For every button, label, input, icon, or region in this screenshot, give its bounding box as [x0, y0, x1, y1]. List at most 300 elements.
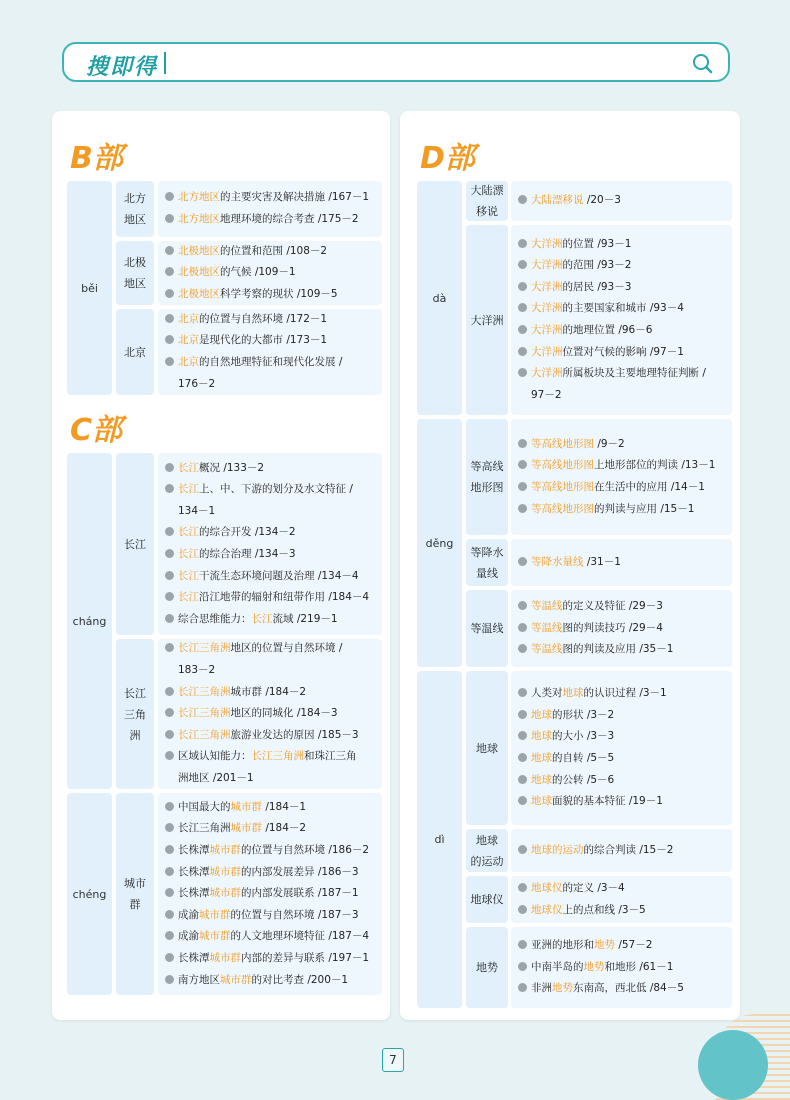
index-entry	[165, 187, 369, 209]
entry-text: 的综合判读 /15－2	[583, 843, 674, 856]
entry-keyword: 地球的运动	[531, 843, 584, 856]
entry-text: 的位置与自然环境 /172－1	[199, 312, 328, 325]
entry-keyword: 地球	[531, 730, 552, 743]
entry-continued: 183－2	[178, 664, 216, 676]
sub-label-text	[471, 830, 504, 872]
bullet-icon	[165, 802, 174, 811]
index-entry	[518, 552, 621, 574]
entry-text: 东南高，西北低 /84－5	[573, 982, 684, 995]
index-entry	[518, 726, 614, 748]
sub-label-text	[471, 889, 504, 910]
entry-keyword: 长江	[178, 548, 199, 560]
bullet-icon	[165, 867, 174, 876]
entry-keyword: 地球	[531, 752, 552, 764]
entry-prefix: 成渝	[178, 930, 199, 943]
search-icon[interactable]	[690, 51, 714, 75]
bullet-icon	[165, 910, 174, 919]
index-entry	[165, 638, 342, 660]
entry-text: /57－2	[615, 939, 653, 952]
entry-keyword: 长江	[178, 483, 199, 496]
sub-label-line: 的运动	[470, 854, 504, 868]
entry-text: 和珠江三角	[304, 750, 357, 763]
entry-text: 的认识过程 /3－1	[583, 687, 667, 700]
entry-prefix: 非洲	[531, 982, 552, 995]
entry-keyword: 长江三角洲	[178, 728, 231, 741]
index-entry	[518, 596, 663, 618]
index-entry	[518, 320, 652, 342]
index-entry	[165, 330, 327, 352]
entry-keyword: 地球	[531, 773, 552, 786]
index-entry	[165, 746, 357, 768]
index-entry	[165, 862, 359, 884]
index-entry	[518, 499, 694, 521]
bullet-icon	[165, 267, 174, 276]
entry-keyword: 地球	[531, 708, 552, 721]
entry-keyword: 城市群	[230, 800, 262, 813]
entry-keyword: 等高线地形图	[531, 481, 594, 493]
bullet-icon	[518, 325, 527, 334]
sub-label	[116, 309, 154, 395]
index-entry	[518, 434, 625, 456]
entry-keyword: 北京	[178, 312, 199, 325]
bullet-icon	[165, 643, 174, 652]
sub-label-line: 城市	[124, 877, 146, 890]
index-entry	[165, 479, 353, 501]
index-entry	[165, 522, 296, 544]
bullet-icon	[165, 246, 174, 255]
sub-label-text	[124, 534, 146, 555]
entry-prefix: 长株潭	[178, 844, 210, 856]
bullet-icon	[165, 708, 174, 717]
entry-text: 旅游业发达的原因 /185－3	[230, 728, 359, 741]
entry-text: 的自转 /5－5	[552, 752, 615, 764]
entry-text: /20－3	[583, 194, 621, 207]
entry-keyword: 长江三角洲	[178, 707, 231, 720]
entry-keyword: 长江三角洲	[178, 642, 231, 655]
index-entry	[165, 241, 327, 263]
entry-keyword: 等温线	[531, 643, 563, 656]
index-entry	[165, 352, 342, 374]
bullet-icon	[518, 883, 527, 892]
entry-keyword: 地势	[594, 939, 615, 952]
entry-text: 的气候 /109－1	[220, 266, 296, 279]
index-entry	[165, 818, 306, 840]
bullet-icon	[518, 644, 527, 653]
index-entry	[518, 298, 684, 320]
entry-prefix: 成渝	[178, 908, 199, 921]
entry-prefix: 人类对	[531, 687, 563, 700]
entry-text: 的人文地理环境特征 /187－4	[230, 930, 370, 943]
index-entry	[165, 768, 254, 790]
entry-keyword: 地势	[583, 960, 605, 973]
bullet-icon	[518, 796, 527, 805]
entry-text: 的自然地理特征和现代化发展 /	[199, 356, 343, 368]
sub-label-line: 量线	[476, 566, 498, 580]
sub-label-text	[471, 310, 504, 331]
sub-label	[466, 829, 508, 872]
bullet-icon	[518, 940, 527, 949]
pinyin-cheng: chéng	[67, 793, 112, 995]
entry-text: 的位置 /93－1	[562, 237, 632, 250]
index-entry	[165, 566, 359, 588]
bullet-icon	[165, 571, 174, 580]
entry-text: /184－2	[262, 822, 307, 835]
bullet-icon	[165, 614, 174, 623]
entry-prefix: 中南半岛的	[531, 960, 584, 973]
entry-text: 的位置和范围 /108－2	[220, 244, 328, 257]
sub-label-line: 大洋洲	[470, 313, 504, 327]
index-entry	[165, 725, 359, 747]
bullet-icon	[518, 303, 527, 312]
sub-label-line: 地区	[124, 213, 146, 226]
bullet-icon	[518, 260, 527, 269]
index-entry	[518, 900, 646, 922]
index-entry	[165, 970, 348, 992]
entry-keyword: 城市群	[209, 952, 241, 964]
entry-text: 的综合治理 /134－3	[199, 548, 296, 560]
index-entry	[518, 190, 621, 212]
pinyin-deng: děng	[417, 419, 462, 667]
index-entry	[165, 660, 215, 682]
entry-text: 干流生态环境问题及治理 /134－4	[199, 569, 359, 582]
index-entry	[518, 277, 631, 299]
entry-text: 的公转 /5－6	[552, 773, 615, 786]
entry-text: 流域 /219－1	[272, 612, 338, 625]
entry-text: 的位置与自然环境 /187－3	[230, 908, 359, 921]
index-entry	[518, 234, 631, 256]
index-entry	[165, 374, 215, 396]
entry-keyword: 长江三角洲	[251, 750, 304, 763]
index-entry	[165, 209, 359, 231]
entry-text: /31－1	[583, 555, 621, 568]
entry-keyword: 地球仪	[531, 903, 563, 916]
entry-keyword: 城市群	[230, 822, 262, 835]
bullet-icon	[518, 368, 527, 377]
entry-keyword: 等高线地形图	[531, 502, 594, 515]
entry-text: 的内部发展联系 /187－1	[241, 887, 359, 900]
entry-text: 的位置与自然环境 /186－2	[241, 844, 370, 856]
entry-text: 的定义及特征 /29－3	[562, 600, 663, 613]
sub-label-line: 长江	[124, 686, 146, 700]
entry-keyword: 北极地区	[178, 266, 220, 279]
entry-continued: 97－2	[531, 388, 562, 401]
entry-prefix: 长江三角洲	[178, 822, 231, 835]
index-entry	[165, 703, 338, 725]
bullet-icon	[165, 357, 174, 366]
bullet-icon	[518, 845, 527, 854]
bullet-icon	[165, 931, 174, 940]
index-entry	[165, 883, 359, 905]
entry-keyword: 大洋洲	[531, 345, 563, 358]
index-entry	[518, 255, 631, 277]
entry-text: 的大小 /3－3	[552, 730, 615, 743]
index-entry	[165, 544, 296, 566]
page-number: 7	[382, 1048, 404, 1072]
entry-keyword: 城市群	[220, 973, 252, 986]
index-entry	[518, 978, 684, 1000]
sub-label	[116, 241, 154, 305]
index-entry	[165, 501, 215, 523]
entry-prefix: 长株潭	[178, 952, 210, 964]
bullet-icon	[165, 751, 174, 760]
entry-text: 的判读与应用 /15－1	[594, 502, 695, 515]
sub-label-text	[471, 618, 504, 639]
entry-continued: 洲地区 /201－1	[178, 772, 254, 784]
bullet-icon	[165, 549, 174, 558]
sub-label-text	[471, 456, 504, 498]
entry-keyword: 北方地区	[178, 191, 220, 204]
entry-text: 在生活中的应用 /14－1	[594, 481, 705, 493]
index-entry	[518, 683, 667, 705]
sub-label	[116, 639, 154, 789]
entry-text: 的居民 /93－3	[562, 280, 632, 293]
index-entry	[165, 284, 338, 306]
bullet-icon	[165, 335, 174, 344]
entry-text: 的主要灾害及解决措施 /167－1	[220, 191, 370, 204]
sub-label-line: 洲	[129, 728, 141, 742]
section-heading-b: B部	[70, 141, 123, 176]
entry-text: 地区的位置与自然环境 /	[230, 642, 343, 655]
bullet-icon	[165, 192, 174, 201]
index-entry	[165, 262, 296, 284]
entry-keyword: 等温线	[531, 621, 563, 634]
entry-keyword: 大洋洲	[531, 259, 563, 272]
index-entry	[518, 705, 614, 727]
entry-text: 面貌的基本特征 /19－1	[552, 795, 663, 808]
sub-label-text	[476, 738, 498, 759]
entry-text: 和地形 /61－1	[604, 960, 674, 973]
bullet-icon	[518, 753, 527, 762]
index-entry	[518, 639, 673, 661]
entry-keyword: 地球	[562, 687, 584, 700]
sub-label	[466, 419, 508, 535]
sub-label	[466, 876, 508, 923]
bullet-icon	[165, 888, 174, 897]
index-entry	[518, 363, 706, 385]
entry-text: 是现代化的大都市 /173－1	[199, 334, 328, 347]
index-entry	[165, 840, 369, 862]
sub-label-line: 三角	[124, 707, 146, 721]
bullet-icon	[518, 962, 527, 971]
bullet-icon	[518, 195, 527, 204]
bullet-icon	[165, 730, 174, 739]
entry-text: 城市群 /184－2	[230, 685, 307, 698]
sub-label-text	[124, 188, 146, 230]
bullet-icon	[165, 592, 174, 601]
sub-label-text	[471, 542, 504, 584]
entry-keyword: 长江	[251, 612, 273, 625]
entry-text: 科学考察的现状 /109－5	[220, 287, 338, 300]
index-entry	[518, 957, 673, 979]
index-entry	[518, 935, 652, 957]
sub-label-text	[476, 957, 498, 978]
entry-text: 图的判读技巧 /29－4	[562, 621, 663, 634]
bullet-icon	[518, 623, 527, 632]
bullet-icon	[518, 460, 527, 469]
entry-prefix: 亚洲的地形和	[531, 939, 594, 952]
index-entry	[518, 455, 715, 477]
index-entry	[165, 309, 327, 331]
bullet-icon	[518, 710, 527, 719]
entry-keyword: 地势	[552, 982, 573, 995]
entry-prefix: 综合思维能力：	[178, 612, 252, 625]
pinyin-chang: cháng	[67, 453, 112, 789]
bullet-icon	[165, 953, 174, 962]
bullet-icon	[518, 601, 527, 610]
index-entry	[518, 791, 663, 813]
entry-text: 图的判读及应用 /35－1	[562, 643, 674, 656]
bullet-icon	[165, 289, 174, 298]
bullet-icon	[518, 688, 527, 697]
bullet-icon	[165, 463, 174, 472]
sub-label	[466, 539, 508, 586]
sub-label-line: 等高线	[470, 460, 504, 473]
bullet-icon	[165, 975, 174, 984]
entry-text: 上的点和线 /3－5	[562, 903, 646, 916]
entry-keyword: 长江三角洲	[178, 685, 231, 698]
bullet-icon	[165, 845, 174, 854]
index-entry	[165, 948, 369, 970]
index-entry	[518, 878, 625, 900]
index-entry	[518, 385, 562, 407]
bullet-icon	[518, 731, 527, 740]
entry-text: 的综合开发 /134－2	[199, 526, 296, 539]
entry-keyword: 长江	[178, 591, 199, 604]
sub-label	[466, 927, 508, 1008]
entry-prefix: 长株潭	[178, 887, 210, 900]
bullet-icon	[518, 282, 527, 291]
entry-keyword: 大洋洲	[531, 302, 563, 315]
index-entry	[165, 587, 369, 609]
bullet-icon	[165, 484, 174, 493]
bullet-icon	[518, 347, 527, 356]
entry-text: 沿江地带的辐射和纽带作用 /184－4	[199, 591, 370, 604]
entry-keyword: 大洋洲	[531, 280, 563, 293]
bullet-icon	[518, 439, 527, 448]
sub-label-line: 地球仪	[470, 893, 504, 906]
index-entry	[518, 840, 673, 862]
entry-prefix: 中国最大的	[178, 800, 231, 813]
entry-keyword: 城市群	[199, 930, 231, 943]
sub-label-line: 等降水	[470, 545, 504, 559]
entry-text: 的内部发展差异 /186－3	[241, 865, 359, 878]
entry-text: 上、中、下游的划分及水文特征 /	[199, 483, 353, 496]
section-heading-d: D部	[420, 141, 475, 176]
sub-label-text	[471, 180, 504, 222]
entry-text: 的对比考查 /200－1	[251, 973, 349, 986]
sub-label	[466, 590, 508, 667]
sub-label-line: 大陆漂	[470, 184, 504, 197]
entry-keyword: 大洋洲	[531, 324, 563, 336]
entry-keyword: 地球仪	[531, 881, 563, 894]
entry-keyword: 北极地区	[178, 287, 220, 300]
entry-text: 的主要国家和城市 /93－4	[562, 302, 684, 315]
sub-label	[466, 225, 508, 415]
index-entry	[165, 458, 264, 480]
sub-label-text	[124, 683, 146, 746]
entry-text: 概况 /133－2	[199, 461, 265, 474]
bullet-icon	[165, 687, 174, 696]
header-title: 搜即得	[86, 55, 159, 80]
sub-label-line: 地形图	[470, 481, 504, 494]
sub-label	[466, 671, 508, 825]
entry-text: 所属板块及主要地理特征判断 /	[562, 367, 706, 380]
bullet-icon	[518, 239, 527, 248]
index-entry	[518, 770, 614, 792]
entry-continued: 134－1	[178, 504, 216, 517]
sub-label-line: 地球	[476, 741, 498, 755]
bullet-icon	[165, 527, 174, 536]
pinyin-bei: běi	[67, 181, 112, 395]
entry-prefix: 南方地区	[178, 973, 220, 986]
entry-keyword: 城市群	[209, 844, 241, 856]
entry-keyword: 地球	[531, 795, 552, 808]
entry-text: 位置对气候的影响 /97－1	[562, 345, 684, 358]
entry-keyword: 大洋洲	[531, 237, 563, 250]
sub-label-line: 地势	[476, 961, 498, 974]
sub-label-text	[124, 342, 146, 363]
entry-text: 的形状 /3－2	[552, 708, 615, 721]
bullet-icon	[518, 905, 527, 914]
index-entry	[518, 748, 614, 770]
bullet-icon	[518, 482, 527, 491]
entry-keyword: 北京	[178, 356, 199, 368]
entry-text: 的定义 /3－4	[562, 881, 625, 894]
bullet-icon	[518, 504, 527, 513]
index-entry	[165, 797, 306, 819]
index-entry	[165, 926, 369, 948]
divider	[164, 52, 166, 74]
entry-keyword: 大洋洲	[531, 367, 563, 380]
index-entry	[165, 905, 359, 927]
search-bar[interactable]	[62, 42, 730, 82]
sub-label	[116, 181, 154, 237]
entry-text: /184－1	[262, 800, 307, 813]
entry-keyword: 大陆漂移说	[531, 194, 584, 207]
decorative-circle	[698, 1030, 768, 1100]
bullet-icon	[518, 557, 527, 566]
sub-label-line: 长江	[124, 537, 146, 551]
sub-label-line: 群	[129, 898, 141, 911]
entry-keyword: 北京	[178, 334, 199, 347]
entry-keyword: 北极地区	[178, 244, 220, 257]
entry-text: 的范围 /93－2	[562, 259, 632, 272]
entry-text: /9－2	[594, 437, 625, 450]
index-entry	[165, 682, 306, 704]
bullet-icon	[165, 214, 174, 223]
index-entry	[518, 618, 663, 640]
entry-text: 地理环境的综合考查 /175－2	[220, 213, 359, 225]
entry-keyword: 城市群	[199, 908, 231, 921]
entry-text: 的地理位置 /96－6	[562, 324, 653, 336]
sub-label-line: 北方	[124, 192, 146, 205]
sub-label	[116, 793, 154, 995]
index-entry	[518, 342, 684, 364]
sub-label	[116, 453, 154, 635]
entry-keyword: 长江	[178, 461, 199, 474]
entry-keyword: 等高线地形图	[531, 459, 594, 472]
pinyin-da: dà	[417, 181, 462, 415]
entry-keyword: 等降水量线	[531, 555, 584, 568]
sub-label	[466, 181, 508, 221]
entry-prefix: 长株潭	[178, 865, 210, 878]
entry-text: 内部的差异与联系 /197－1	[241, 952, 370, 964]
index-entry	[518, 477, 705, 499]
entry-keyword: 等温线	[531, 600, 563, 613]
bullet-icon	[518, 983, 527, 992]
bullet-icon	[518, 775, 527, 784]
sub-label-line: 移说	[476, 205, 498, 218]
